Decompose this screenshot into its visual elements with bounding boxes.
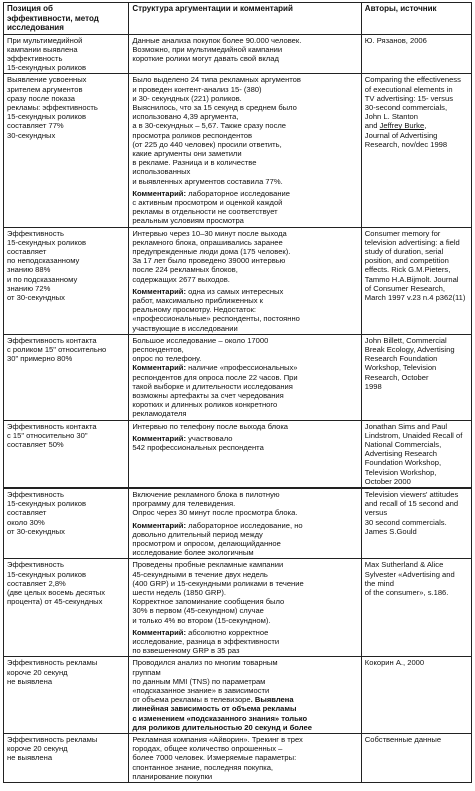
cell-authors: Comparing the effectiveness of executional elements in TV advertising: 15- versus 30-second commercials, John L. Stanton and Jeffrey Burke, Journal of Advertising Research, nov/dec 1998	[361, 74, 471, 227]
cell-position: При мультимедийной кампании выявлена эффективность 15-секундных роликов	[4, 34, 129, 74]
cell-structure: Включение рекламного блока в пилотную программу для телевидения. Опрос через 30 минут после просмотра блока. Комментарий: лабораторное исследование, но довольно длительный период между просмотром и опросом, делающийданное исследование более экологичным	[129, 489, 361, 559]
table-row	[4, 657, 472, 734]
cell-position: Эффективность 15-секундных роликов составляет по неподсказанному знанию 88% и по подсказанному знанию 72% от 30-секундных	[4, 227, 129, 334]
cell-position: Эффективность 15-секундных роликов составляет около 30% от 30-секундных	[4, 489, 129, 559]
cell-authors: Кокорин А., 2000	[361, 657, 471, 734]
table-row	[4, 74, 472, 227]
cell-position: Эффективность контакта с 15" относительно 30" составляет 50%	[4, 420, 129, 487]
comment: Комментарий: участвовало 542 профессиональных респондента	[132, 433, 264, 453]
cell-structure: Рекламная компания «Айворин». Трекинг в трех городах, общее количество опрошенных – более 7000 человек. Измеряемые параметры: спонтанное знание, последняя покупка, планирование покупки	[129, 734, 361, 783]
cell-authors: Jonathan Sims and Paul Lindstrom, Unaided Recall of National Commercials, Advertising Research Foundation Workshop, Television Workshop, October 2000	[361, 420, 471, 487]
header-position: Позиция об эффективности, метод исследования	[4, 3, 129, 35]
header-structure: Структура аргументации и комментарий	[129, 3, 361, 35]
table-row	[4, 34, 472, 74]
table-row	[4, 420, 472, 487]
table-row	[4, 334, 472, 420]
cell-structure: Большое исследование – около 17000 респондентов, опрос по телефону. Комментарий: наличие «профессиональных» респондентов для опроса после 22 часов. При такой выборке и длительности исследования возможны артефакты за счет чередования коротких и длинных роликов конкретного рекламодателя	[129, 334, 361, 420]
table-1	[3, 2, 472, 488]
cell-position: Эффективность рекламы короче 20 секунд не выявлена	[4, 734, 129, 783]
header-authors: Авторы, источник	[361, 3, 471, 35]
table-2	[3, 488, 472, 783]
table-row	[4, 227, 472, 334]
cell-structure: Интервью через 10–30 минут после выхода рекламного блока, опрашивались заранее предупрежденные люди дома (175 человек). За 17 лет было проведено 39000 интервью после 224 рекламных блоков, содержащих 2677 выходов. Комментарий: одна из самых интересных работ, максимально приближенных к реальному просмотру. Недостаток: «профессиональные» респонденты, постоянно участвующие в исследовании	[129, 227, 361, 334]
comment: Комментарий: лабораторное исследование, но довольно длительный период между просмотром и опросом, делающийданное исследование более экологичным	[132, 520, 303, 558]
table-row	[4, 489, 472, 559]
cell-structure: Проводился анализ по многим товарным группам по данным MMI (TNS) по параметрам «подсказанное знание» в зависимости от объема рекламы в телевизоре. Выявлена линейная зависимость от объема рекламы с изменением «подсказанного знания» только для роликов длительностью 20 секунд и более	[129, 657, 361, 734]
table-row	[4, 734, 472, 783]
comment: Комментарий: лабораторное исследование с активным просмотром и оценкой каждой рекламы в отдельности не соответствует реальным условиям просмотра	[132, 188, 291, 226]
cell-structure: Было выделено 24 типа рекламных аргументов и проведен контент-анализ 15- (380) и 30- секундных (221) роликов. Выяснилось, что за 15 секунд в среднем было использовано 4,39 аргумента, а в 30-секундных – 5,67. Также сразу после просмотра роликов респондентов (от 225 до 440 человек) просили ответить, какие аргументы они заметили в рекламе. Разница и в количестве использованных и выявленных аргументов составила 77%. Комментарий: лабораторное исследование с активным просмотром и оценкой каждой рекламы в отдельности не соответствует реальным условиям просмотра	[129, 74, 361, 227]
cell-position: Выявление усвоенных зрителем аргументов сразу после показа рекламы: эффективность 15-секундных роликов составляет 77% 30-секундных	[4, 74, 129, 227]
cell-authors: Consumer memory for television advertising: a field study of duration, serial position, and competition effects. Rick G.M.Pieters, Tammo H.A.Bijmolt. Journal of Consumer Research, March 1997 v.23 n.4 p362(11)	[361, 227, 471, 334]
table-header-row	[4, 3, 472, 35]
cell-authors: Television viewers' attitudes and recall of 15 second and versus 30 second commercials. James S.Gould	[361, 489, 471, 559]
cell-authors: Ю. Рязанов, 2006	[361, 34, 471, 74]
cell-authors: Собственные данные	[361, 734, 471, 783]
cell-authors: John Billett, Commercial Break Ecology, Advertising Research Foundation Workshop, Television Research, October 1998	[361, 334, 471, 420]
comment: Комментарий: абсолютно корректное исследование, разница в эффективности по взвешенному GRP в 35 раз	[132, 627, 280, 656]
cell-structure: Проведены пробные рекламные кампании 45-секундными в течение двух недель (400 GRP) и 15-секундными роликами в течение шести недель (1850 GRP). Корректное запоминание сообщения было 30% в первом (45-секундном) случае и только 4% во втором (15-секундном). Комментарий: абсолютно корректное исследование, разница в эффективности по взвешенному GRP в 35 раз	[129, 559, 361, 657]
table-row	[4, 559, 472, 657]
author-link: Jeffrey Burke	[379, 121, 425, 131]
cell-structure: Интервью по телефону после выхода блока Комментарий: участвовало 542 профессиональных респондента	[129, 420, 361, 487]
cell-authors: Max Sutherland & Alice Sylvester «Advertising and the mind of the consumer», s.186.	[361, 559, 471, 657]
cell-position: Эффективность 15-секундных роликов составляет 2,8% (две целых восемь десятых процента) от 45-секундных	[4, 559, 129, 657]
comment: Комментарий: наличие «профессиональных» респондентов для опроса после 22 часов. При такой выборке и длительности исследования возможны артефакты за счет чередования коротких и длинных роликов конкретного рекламодателя	[132, 363, 298, 419]
cell-structure: Данные анализа покупок более 90.000 человек. Возможно, при мультимедийной кампании короткие ролики могут давать свой вклад	[129, 34, 361, 74]
cell-position: Эффективность рекламы короче 20 секунд не выявлена	[4, 657, 129, 734]
cell-position: Эффективность контакта с роликом 15" относительно 30" примерно 80%	[4, 334, 129, 420]
comment: Комментарий: одна из самых интересных работ, максимально приближенных к реальному просмотру. Недостаток: «профессиональные» респонденты, постоянно участвующие в исследовании	[132, 286, 300, 333]
